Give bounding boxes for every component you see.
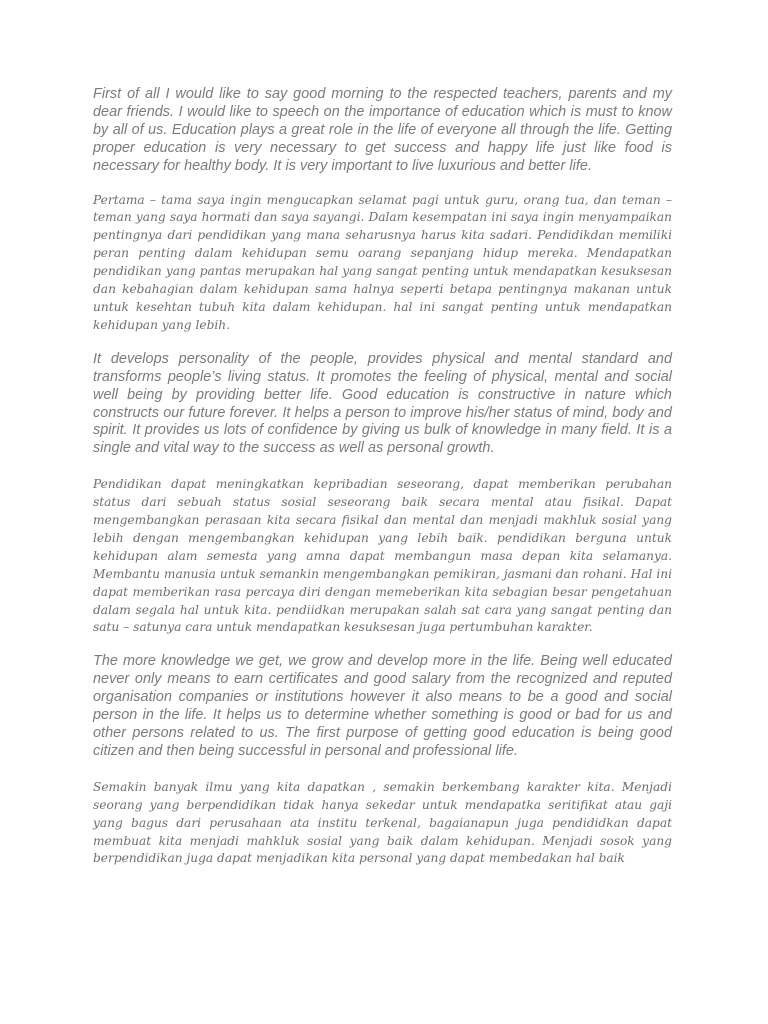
paragraph-indonesian-1: Pertama – tama saya ingin mengucapkan selamat pagi untuk guru, orang tua, dan teman – teman yang saya hormati dan saya sayangi. Dalam kesempatan ini saya ingin menyampaikan pentingnya dari pendidikan yang mana seharusnya harus kita sadari. Pendidikdan memiliki peran penting dalam kehidupan semu oarang sepanjang hidup mereka. Mendapatkan pendidikan yang pantas merupakan hal yang sangat penting untuk mendapatkan kesuksesan dan kebahagian dalam kehidupan sama halnya seperti betapa pentingnya makanan untuk untuk kesehtan tubuh kita dalam kehidupan. hal ini sangat penting untuk mendapatkan kehidupan yang lebih. xyxy=(93,192,672,332)
paragraph-english-1: First of all I would like to say good morning to the respected teachers, parents and my dear friends. I would like to speech on the importance of education which is must to know by all of us. Education plays a great role in the life of everyone all through the life. Getting proper education is very necessary to get success and happy life just like food is necessary for healthy body. It is very important to live luxurious and better life. xyxy=(93,86,672,174)
paragraph-english-2: It develops personality of the people, provides physical and mental standard and transforms people’s living status. It promotes the feeling of physical, mental and social well being by providing better life. Good education is constructive in nature which constructs our future forever. It helps a person to improve his/her status of mind, body and spirit. It provides us lots of confidence by giving us bulk of knowledge in many field. It is a single and vital way to the success as well as personal growth. xyxy=(93,350,672,457)
document-body xyxy=(93,86,672,868)
paragraph-english-3: The more knowledge we get, we grow and develop more in the life. Being well educated never only means to earn certificates and good salary from the recognized and reputed organisation companies or institutions however it also means to be a good and social person in the life. It helps us to determine whether something is good or bad for us and other persons related to us. The first purpose of getting good education is being good citizen and then being successful in personal and professional life. xyxy=(93,653,672,759)
paragraph-indonesian-3: Semakin banyak ilmu yang kita dapatkan , semakin berkembang karakter kita. Menjadi seorang yang berpendidikan tidak hanya sekedar untuk mendapatka seritifikat atau gaji yang bagus dari perusahaan ata institu terkenal, bagaianapun juga pendididkan dapat membuat kita menjadi mahkluk sosial yang baik dalam kehidupan. Menjadi sosok yang berpendidikan juga dapat menjadikan kita personal yang dapat membedakan hal baik xyxy=(93,779,672,866)
paragraph-indonesian-2: Pendidikan dapat meningkatkan kepribadian seseorang, dapat memberikan perubahan status dari sebuah status sosial seseorang baik secara mental atau fisikal. Dapat mengembangkan perasaan kita secara fisikal dan mental dan menjadi makhluk sosial yang lebih dengan mengembangkan kehidupan yang lebih baik. pendidikan berguna untuk kehidupan alam semesta yang amna dapat membangun masa depan kita selamanya. Membantu manusia untuk semankin mengembangkan pemikiran, jasmani dan rohani. Hal ini dapat memberikan rasa percaya diri dengan memeberikan kita sebagian besar pengetahuan dalam segala hal untuk kita. pendiidkan merupakan salah sat cara yang sangat penting dan satu – satunya cara untuk mendapatkan kesuksesan juga pertumbuhan karakter. xyxy=(93,477,672,635)
